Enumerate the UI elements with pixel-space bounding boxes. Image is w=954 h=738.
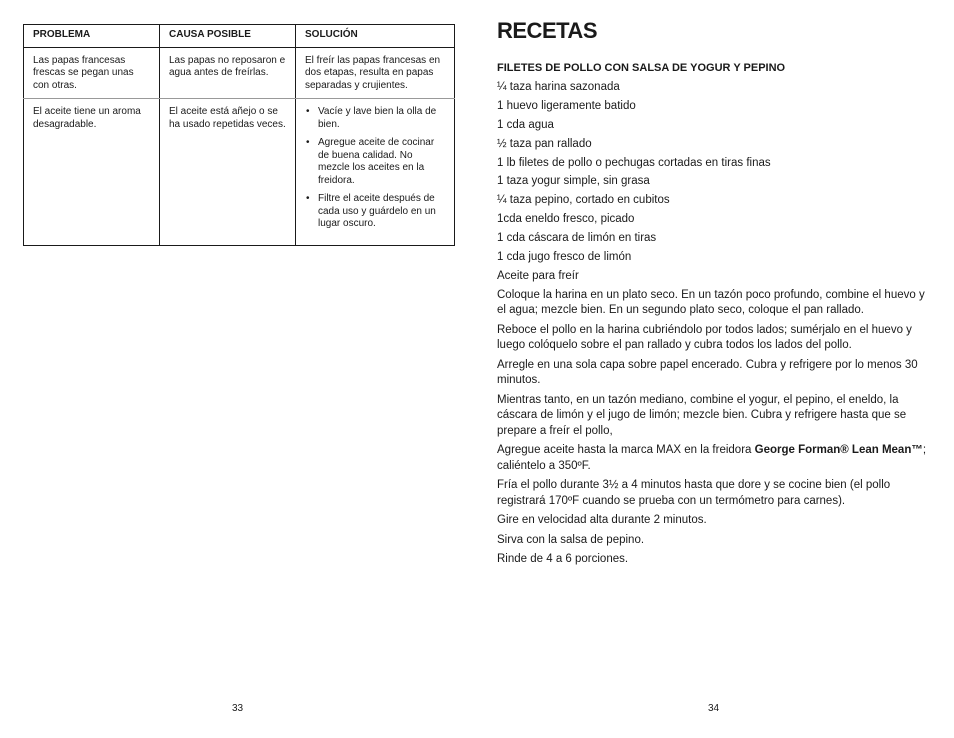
solution-list (305, 106, 445, 231)
ingredient-item: 1 lb filetes de pollo o pechugas cortadas en tiras finas (497, 156, 771, 169)
recipe-step: Gire en velocidad alta durante 2 minutos. (497, 514, 707, 527)
recipe-step: Fría el pollo durante 3½ a 4 minutos hasta que dore y se cocine bien (el pollo registrará 170ºF cuando se prueba con un termómetro para carnes). (497, 479, 891, 507)
ingredient-item: ½ taza pan rallado (497, 137, 592, 150)
section-heading: RECETAS (497, 18, 597, 43)
recipe-step: Arregle en una sola capa sobre papel encerado. Cubra y refrigere por lo menos 30 minutos. (497, 358, 918, 387)
ingredient-list (497, 80, 927, 283)
header-cause: CAUSA POSIBLE (160, 25, 296, 48)
solution-text: Filtre el aceite después de cada uso y guárdelo en un lugar oscuro. (318, 193, 436, 229)
recipe-step: Reboce el pollo en la harina cubriéndolo por todos lados; sumérjalo en el huevo y luego colóquelo sobre el pan rallado y cubra todos los lados del pollo. (497, 323, 912, 352)
ingredient-item: 1 huevo ligeramente batido (497, 99, 636, 112)
recipe-steps (497, 288, 927, 568)
ingredient-item: ¼ taza pepino, cortado en cubitos (497, 194, 670, 207)
ingredient-item: Aceite para freír (497, 269, 579, 282)
solution-item (305, 137, 445, 187)
table-header-row (24, 25, 455, 48)
brand-name: George Forman® Lean Mean™ (754, 444, 923, 457)
solution-cell (296, 99, 455, 246)
ingredient-item: 1 cda jugo fresco de limón (497, 251, 632, 264)
table-row (24, 47, 455, 99)
cause-cell: El aceite está añejo o se ha usado repetidas veces. (160, 99, 296, 246)
ingredient-item: 1cda eneldo fresco, picado (497, 213, 635, 226)
recipe-yield: Rinde de 4 a 6 porciones. (497, 553, 629, 566)
recipe-step: Coloque la harina en un plato seco. En un tazón poco profundo, combine el huevo y el agua; mezcle bien. En un segundo plato seco, coloque el pan rallado. (497, 288, 925, 317)
header-solution: SOLUCIÓN (296, 25, 455, 48)
solution-text: Vacíe y lave bien la olla de bien. (318, 106, 437, 130)
cause-cell: Las papas no reposaron e agua antes de freírlas. (160, 47, 296, 99)
step-text: Agregue aceite hasta la marca MAX en la freidora (497, 444, 755, 457)
recipe-step: Sirva con la salsa de pepino. (497, 533, 645, 546)
page-number: 34 (708, 703, 720, 714)
recipe-step: Mientras tanto, en un tazón mediano, combine el yogur, el pepino, el eneldo, la cáscara de limón y el jugo de limón; mezcle bien. Cubra y refrigere hasta que se prepare a freír el pollo, (497, 393, 907, 437)
page-number: 33 (232, 703, 244, 714)
troubleshooting-table (23, 24, 455, 246)
problem-cell: Las papas francesas frescas se pegan unas con otras. (24, 47, 160, 99)
bullet-icon: • (306, 193, 310, 204)
bullet-icon: • (306, 137, 310, 148)
ingredient-item: ¼ taza harina sazonada (497, 81, 620, 93)
solution-item (305, 193, 445, 231)
right-page (477, 0, 954, 738)
problem-cell: El aceite tiene un aroma desagradable. (33, 106, 141, 130)
solution-cell: El freír las papas francesas en dos etapas, resulta en papas separadas y crujientes. (296, 47, 455, 99)
ingredient-item: 1 cda cáscara de limón en tiras (497, 232, 657, 245)
step-text: ; caliéntelo a 350ºF. (497, 444, 927, 472)
solution-text: Agregue aceite de cocinar de buena calidad. No mezcle los aceites en la freidora. (318, 137, 435, 186)
ingredient-item: 1 taza yogur simple, sin grasa (497, 175, 650, 188)
bullet-icon: • (306, 106, 310, 117)
header-problem: PROBLEMA (24, 25, 160, 48)
table-row (24, 99, 455, 246)
ingredient-item: 1 cda agua (497, 118, 554, 131)
recipe-title: FILETES DE POLLO CON SALSA DE YOGUR Y PEPINO (497, 62, 786, 74)
recipe (497, 16, 927, 572)
recipe-step (497, 443, 927, 474)
solution-item (305, 106, 445, 131)
